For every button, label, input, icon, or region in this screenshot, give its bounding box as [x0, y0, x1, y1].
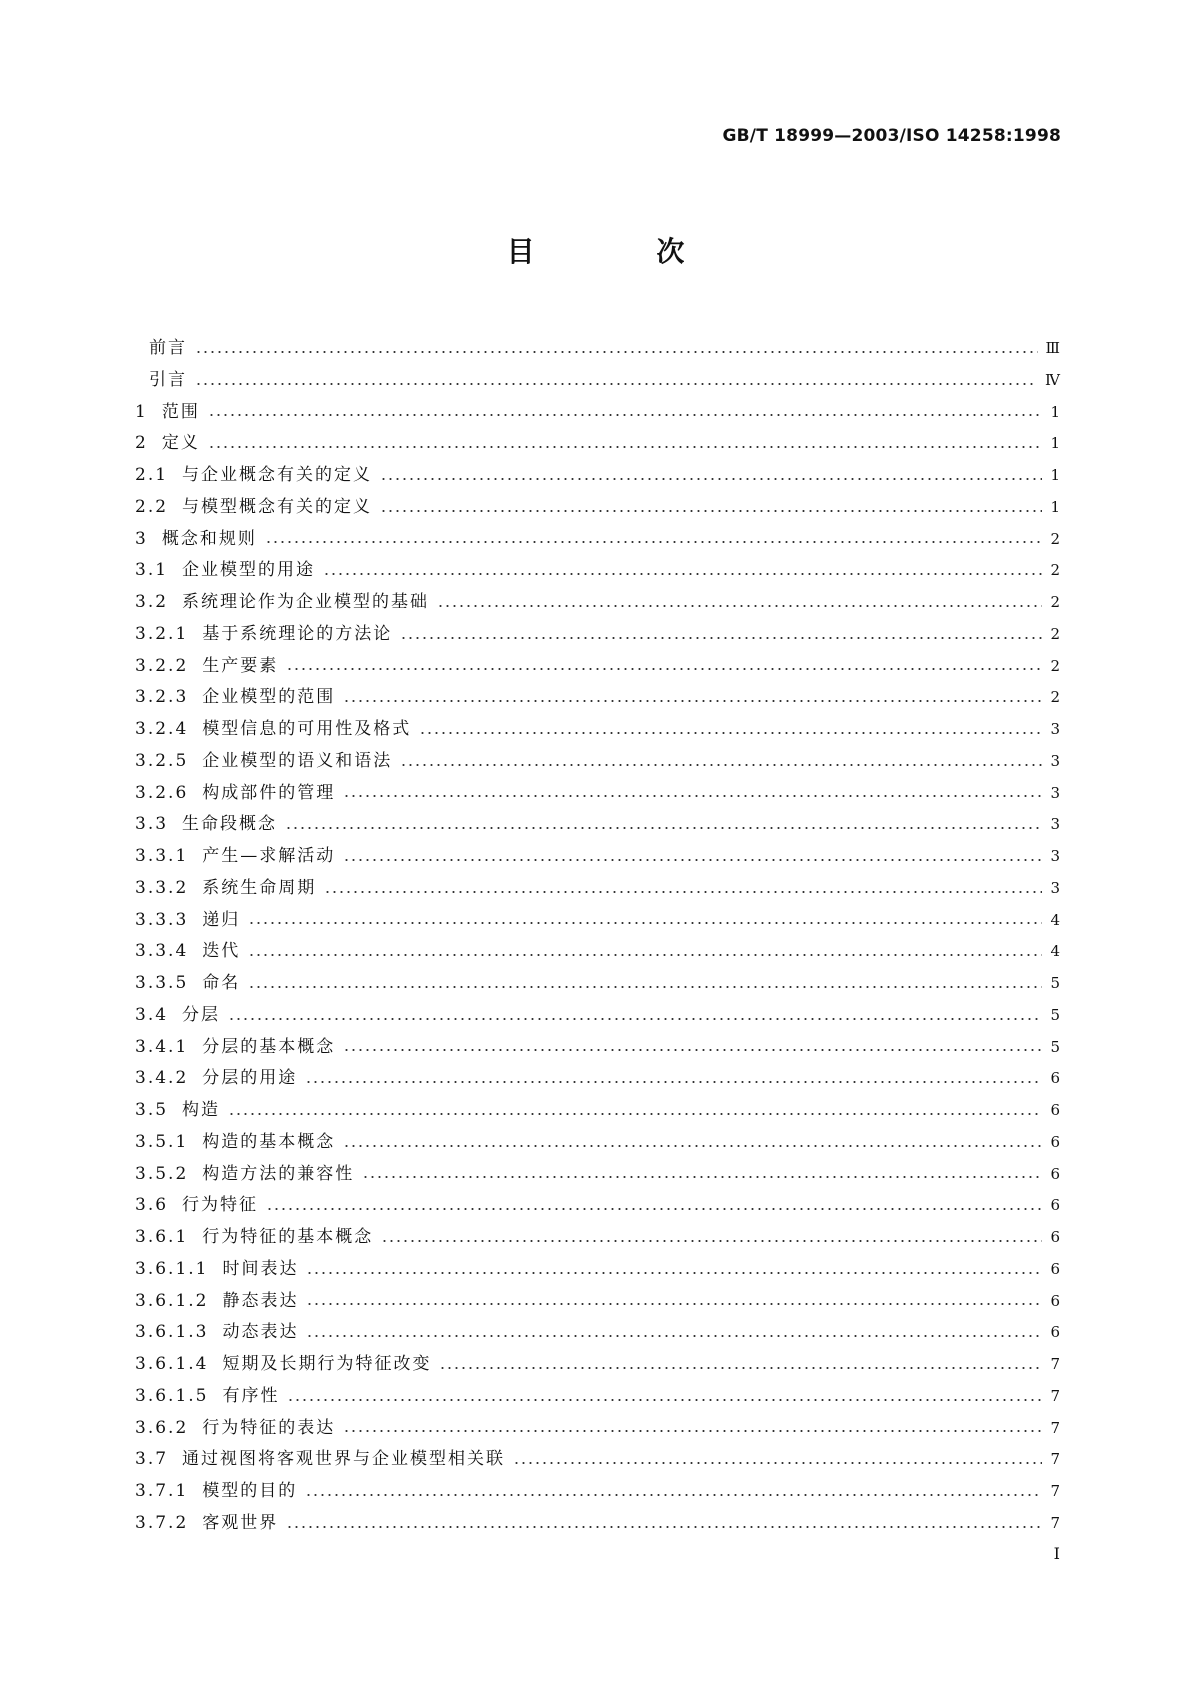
toc-entry-number: 3.4.2 — [135, 1068, 189, 1089]
toc-entry-number: 3 — [135, 528, 148, 549]
toc-entry-title: 系统理论作为企业模型的基础 — [182, 592, 430, 612]
toc-entry-page: 6 — [1050, 1069, 1060, 1088]
toc-entry-page: 6 — [1050, 1291, 1060, 1310]
toc-entry-page: 3 — [1050, 783, 1060, 802]
toc-entry-number: 3.6 — [135, 1195, 169, 1216]
toc-entry[interactable] — [135, 1063, 1060, 1095]
toc-entry[interactable] — [135, 1159, 1060, 1191]
toc-dot-leader — [343, 1430, 1042, 1432]
toc-entry-title: 生产要素 — [202, 655, 279, 676]
toc-entry[interactable] — [135, 714, 1060, 746]
toc-dot-leader — [381, 1240, 1042, 1242]
toc-entry-page: 1 — [1050, 402, 1060, 421]
toc-entry-number: 3.6.1.2 — [135, 1290, 209, 1311]
toc-dot-leader — [362, 1176, 1042, 1178]
toc-entry[interactable] — [135, 1254, 1060, 1286]
toc-entry[interactable] — [135, 587, 1060, 619]
toc-dot-leader — [265, 541, 1042, 543]
toc-entry-page: 7 — [1050, 1418, 1060, 1437]
toc-entry-title: 模型的目的 — [202, 1481, 298, 1501]
toc-dot-leader — [343, 1145, 1042, 1147]
toc-entry[interactable] — [135, 1222, 1060, 1254]
toc-dot-leader — [323, 573, 1042, 575]
toc-entry[interactable] — [135, 1413, 1060, 1445]
toc-entry-title: 迭代 — [202, 941, 241, 962]
toc-entry-title: 分层的用途 — [202, 1068, 298, 1089]
toc-entry-number: 3.7.1 — [135, 1481, 189, 1501]
toc-dot-leader — [306, 1335, 1042, 1337]
toc-entry[interactable] — [135, 1508, 1060, 1540]
toc-dot-leader — [305, 1494, 1042, 1496]
toc-entry-title: 构造的基本概念 — [202, 1131, 336, 1152]
toc-dot-leader — [228, 1113, 1042, 1115]
toc-entry-page: 6 — [1050, 1101, 1060, 1119]
toc-entry-number: 3.2.1 — [135, 623, 189, 644]
toc-entry-page: 1 — [1050, 497, 1060, 516]
toc-entry[interactable] — [135, 682, 1060, 714]
toc-entry-number: 3.3.5 — [135, 973, 189, 993]
toc-entry-page: 4 — [1050, 942, 1060, 961]
toc-entry[interactable] — [135, 1444, 1060, 1476]
toc-entry-title: 行为特征的基本概念 — [202, 1227, 374, 1247]
toc-dot-leader — [195, 351, 1038, 353]
toc-entry-number: 3.6.2 — [135, 1417, 189, 1438]
toc-entry-number: 3.6.1.3 — [135, 1322, 209, 1343]
toc-entry[interactable] — [135, 1286, 1060, 1318]
toc-entry-number: 3.3.1 — [135, 846, 189, 866]
toc-entry-number: 3.6.1.5 — [135, 1385, 209, 1406]
toc-entry-title: 行为特征的表达 — [202, 1417, 336, 1438]
toc-entry-page: 6 — [1050, 1196, 1060, 1215]
table-of-contents — [135, 333, 1060, 1540]
toc-entry-title: 与企业概念有关的定义 — [182, 465, 373, 485]
toc-entry-page: 6 — [1050, 1323, 1060, 1342]
toc-entry-number: 3.6.1 — [135, 1227, 189, 1247]
toc-entry-number: 3.2 — [135, 592, 169, 612]
toc-dot-leader — [380, 478, 1042, 480]
toc-entry[interactable] — [135, 873, 1060, 905]
toc-dot-leader — [343, 795, 1042, 797]
toc-entry-page: 7 — [1050, 1386, 1060, 1405]
toc-dot-leader — [286, 1526, 1042, 1528]
toc-entry-page: 2 — [1050, 624, 1060, 643]
toc-entry-title: 系统生命周期 — [202, 877, 317, 898]
toc-entry-page: Ⅳ — [1045, 370, 1060, 389]
toc-entry[interactable] — [135, 524, 1060, 556]
toc-dot-leader — [400, 637, 1042, 639]
toc-entry-title: 分层 — [182, 1004, 221, 1025]
toc-entry[interactable] — [135, 1095, 1060, 1127]
toc-entry[interactable] — [135, 905, 1060, 937]
toc-entry-page: 5 — [1050, 1005, 1060, 1024]
toc-entry-number: 3.6.1.1 — [135, 1258, 209, 1279]
toc-dot-leader — [266, 1208, 1042, 1210]
toc-dot-leader — [343, 1049, 1042, 1051]
toc-entry-page: 6 — [1050, 1259, 1060, 1278]
toc-entry-page: 7 — [1050, 1513, 1060, 1532]
toc-dot-leader — [400, 764, 1042, 766]
toc-entry-number: 3.2.5 — [135, 750, 189, 771]
toc-entry[interactable] — [135, 460, 1060, 492]
toc-entry-page: 6 — [1050, 1132, 1060, 1151]
toc-entry-title: 范围 — [161, 401, 200, 422]
toc-entry-number: 2.1 — [135, 465, 169, 485]
toc-entry-number: 2.2 — [135, 496, 169, 517]
toc-entry-number: 3.4.1 — [135, 1036, 189, 1057]
toc-entry-title: 行为特征 — [182, 1195, 259, 1216]
toc-entry-page: 3 — [1050, 878, 1060, 897]
toc-entry-number: 3.7.2 — [135, 1512, 189, 1533]
toc-entry-title: 产生—求解活动 — [202, 846, 336, 866]
toc-dot-leader — [286, 668, 1042, 670]
toc-entry-title: 引言 — [149, 369, 187, 390]
toc-entry-number: 3.1 — [135, 560, 169, 581]
toc-entry-page: 5 — [1050, 1037, 1060, 1056]
toc-dot-leader — [305, 1081, 1042, 1083]
toc-entry-page: 3 — [1050, 751, 1060, 770]
toc-entry-title: 构成部件的管理 — [202, 782, 336, 803]
page-number: I — [1053, 1544, 1060, 1563]
toc-entry[interactable] — [135, 492, 1060, 524]
toc-entry-page: 6 — [1050, 1164, 1060, 1183]
toc-entry-title: 递归 — [202, 909, 241, 930]
toc-entry-number: 3.5.2 — [135, 1163, 189, 1184]
toc-entry[interactable] — [135, 1476, 1060, 1508]
toc-entry-number: 3.6.1.4 — [135, 1354, 209, 1374]
toc-entry[interactable] — [135, 841, 1060, 873]
toc-dot-leader — [208, 446, 1042, 448]
toc-entry-title: 基于系统理论的方法论 — [202, 623, 393, 644]
toc-dot-leader — [380, 510, 1042, 512]
toc-entry-number: 3.2.3 — [135, 687, 189, 708]
toc-dot-leader — [208, 414, 1042, 416]
toc-entry-title: 生命段概念 — [182, 814, 278, 835]
toc-entry-page: 2 — [1050, 529, 1060, 548]
toc-dot-leader — [419, 732, 1042, 734]
toc-entry[interactable] — [135, 1381, 1060, 1413]
toc-dot-leader — [343, 700, 1042, 702]
toc-entry[interactable] — [135, 968, 1060, 1000]
toc-entry-page: 1 — [1050, 466, 1060, 484]
toc-entry[interactable] — [135, 1032, 1060, 1064]
toc-entry[interactable] — [135, 1190, 1060, 1222]
toc-entry-title: 定义 — [161, 433, 200, 454]
toc-entry-title: 模型信息的可用性及格式 — [202, 719, 412, 739]
toc-entry-page: 3 — [1050, 815, 1060, 834]
toc-entry-number: 3.2.6 — [135, 782, 189, 803]
toc-entry-title: 客观世界 — [202, 1512, 279, 1533]
toc-entry-page: 1 — [1050, 434, 1060, 453]
toc-entry-title: 时间表达 — [222, 1258, 299, 1279]
toc-entry-title: 短期及长期行为特征改变 — [222, 1354, 432, 1374]
toc-entry-title: 概念和规则 — [161, 528, 257, 549]
toc-entry-number: 3.3.4 — [135, 941, 189, 962]
toc-entry-title: 命名 — [202, 973, 241, 993]
toc-entry-title: 企业模型的用途 — [182, 560, 316, 581]
toc-dot-leader — [248, 922, 1042, 924]
toc-dot-leader — [287, 1399, 1042, 1401]
toc-entry-page: 7 — [1050, 1450, 1060, 1469]
toc-dot-leader — [306, 1272, 1042, 1274]
toc-dot-leader — [248, 986, 1042, 988]
toc-entry-page: 7 — [1050, 1355, 1060, 1373]
toc-entry-title: 构造 — [182, 1100, 221, 1120]
toc-entry-number: 3.5 — [135, 1100, 169, 1120]
toc-entry-page: 4 — [1050, 910, 1060, 929]
toc-entry[interactable] — [135, 619, 1060, 651]
toc-entry-number: 3.7 — [135, 1449, 169, 1470]
toc-entry[interactable] — [135, 778, 1060, 810]
toc-entry[interactable] — [135, 1000, 1060, 1032]
toc-dot-leader — [437, 605, 1042, 607]
toc-entry[interactable] — [135, 397, 1060, 429]
toc-dot-leader — [324, 891, 1042, 893]
toc-title: 目 次 — [506, 235, 741, 268]
toc-entry[interactable] — [135, 651, 1060, 683]
toc-entry-page: 7 — [1050, 1482, 1060, 1500]
toc-entry-title: 企业模型的语义和语法 — [202, 750, 393, 771]
toc-entry-number: 3.3.2 — [135, 877, 189, 898]
toc-entry-title: 通过视图将客观世界与企业模型相关联 — [182, 1449, 506, 1470]
toc-entry-page: 6 — [1050, 1228, 1060, 1246]
toc-entry-page: 5 — [1050, 974, 1060, 992]
toc-entry-title: 有序性 — [222, 1385, 280, 1406]
toc-entry-number: 3.2.2 — [135, 655, 189, 676]
toc-entry-title: 静态表达 — [222, 1290, 299, 1311]
toc-entry[interactable] — [135, 333, 1060, 365]
toc-dot-leader — [285, 827, 1042, 829]
toc-entry-title: 分层的基本概念 — [202, 1036, 336, 1057]
toc-entry-number: 1 — [135, 401, 148, 422]
toc-entry-title: 与模型概念有关的定义 — [182, 496, 373, 517]
toc-entry-page: 3 — [1050, 847, 1060, 865]
standard-code: GB/T 18999—2003/ISO 14258:1998 — [722, 126, 1061, 146]
toc-dot-leader — [439, 1367, 1042, 1369]
toc-entry-number: 3.5.1 — [135, 1131, 189, 1152]
toc-entry-page: 3 — [1050, 720, 1060, 738]
toc-entry-number: 3.4 — [135, 1004, 169, 1025]
toc-entry[interactable] — [135, 365, 1060, 397]
toc-entry[interactable] — [135, 555, 1060, 587]
toc-entry-page: 2 — [1050, 688, 1060, 707]
toc-entry-number: 3.3.3 — [135, 909, 189, 930]
toc-entry[interactable] — [135, 936, 1060, 968]
toc-entry[interactable] — [135, 746, 1060, 778]
toc-entry-title: 前言 — [149, 338, 187, 358]
toc-entry[interactable] — [135, 1127, 1060, 1159]
toc-entry-page: 2 — [1050, 593, 1060, 611]
toc-entry[interactable] — [135, 1317, 1060, 1349]
toc-entry-page: Ⅲ — [1045, 339, 1060, 357]
toc-dot-leader — [513, 1462, 1042, 1464]
toc-entry-title: 构造方法的兼容性 — [202, 1163, 355, 1184]
toc-entry[interactable] — [135, 809, 1060, 841]
toc-entry-title: 企业模型的范围 — [202, 687, 336, 708]
toc-entry-page: 2 — [1050, 561, 1060, 580]
toc-entry-page: 2 — [1050, 656, 1060, 675]
toc-dot-leader — [248, 954, 1042, 956]
toc-dot-leader — [343, 859, 1042, 861]
toc-entry-number: 3.2.4 — [135, 719, 189, 739]
toc-entry-title: 动态表达 — [222, 1322, 299, 1343]
toc-entry[interactable] — [135, 1349, 1060, 1381]
toc-entry-number: 2 — [135, 433, 148, 454]
toc-dot-leader — [306, 1303, 1042, 1305]
toc-entry-number: 3.3 — [135, 814, 169, 835]
toc-entry[interactable] — [135, 428, 1060, 460]
toc-dot-leader — [195, 383, 1037, 385]
toc-dot-leader — [228, 1018, 1042, 1020]
